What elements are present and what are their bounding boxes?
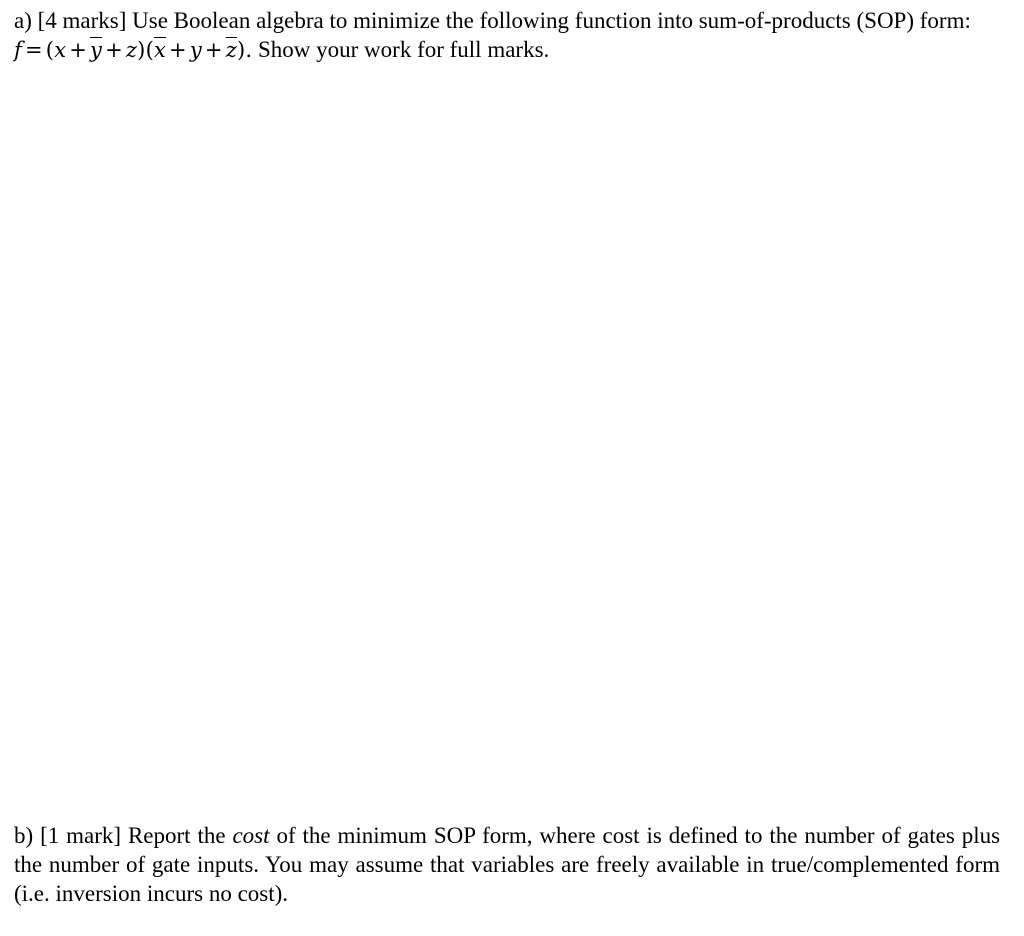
boolean-function-formula — [14, 38, 252, 62]
part-a-text-2: Show your work for full marks. — [257, 37, 550, 62]
formula-plus-2: + — [105, 38, 123, 62]
part-b-cost-term: cost — [232, 823, 270, 848]
part-b-label: b) — [14, 823, 34, 848]
part-b-marks: [1 mark] — [40, 823, 122, 848]
formula-equals: = — [24, 38, 43, 62]
part-a-marks: [4 marks] — [37, 8, 127, 33]
formula-var-x-bar: $\overline{x}$ — [153, 38, 167, 62]
formula-plus-3: + — [169, 38, 187, 62]
formula-var-z-bar: $\overline{z}$ — [225, 38, 237, 62]
answer-space-part-a — [14, 70, 1000, 810]
part-b-text-1: Report the — [127, 823, 226, 848]
part-a-text-1: Use Boolean algebra to minimize the following function into sum-of-products (SOP) form: — [132, 8, 971, 33]
question-part-a — [14, 6, 1000, 65]
formula-plus-4: + — [204, 38, 223, 62]
formula-var-y-bar: $\overline{y}$ — [90, 38, 103, 62]
question-part-b — [14, 821, 1000, 908]
part-b-text-2: of the minimum SOP form, where cost is defined to the number of gates plus the number of gate inputs. You may assume that variables are freely available in true/complemented form (i.e. inversion incurs no cost). — [14, 823, 1001, 906]
formula-plus-1: + — [69, 38, 88, 62]
formula-var-y: y — [189, 38, 202, 62]
part-a-label: a) — [14, 8, 32, 33]
formula-var-z: z — [125, 38, 138, 62]
formula-close-open-paren: )( — [137, 38, 154, 62]
formula-open-paren: ( — [45, 38, 55, 62]
formula-lhs: f — [14, 38, 22, 62]
formula-close-paren: ). — [236, 38, 253, 62]
formula-var-x: x — [54, 38, 67, 62]
